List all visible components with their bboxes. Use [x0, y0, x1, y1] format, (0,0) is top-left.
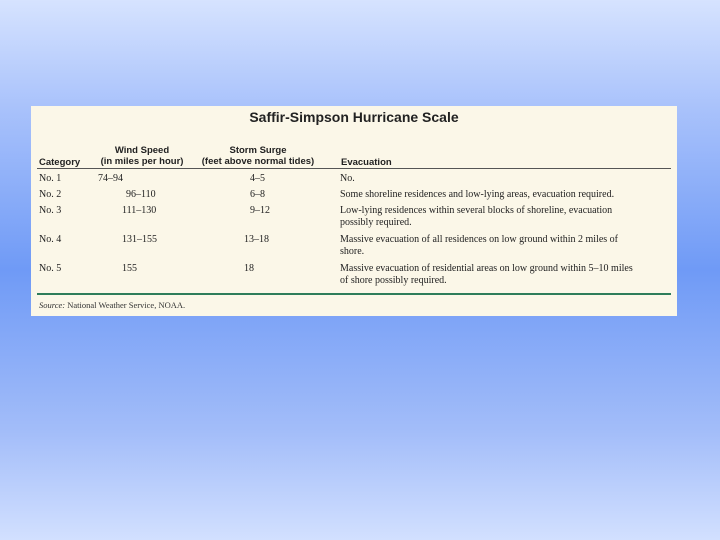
table-title: Saffir-Simpson Hurricane Scale — [249, 109, 459, 125]
row2-evacuation: Some shoreline residences and low-lying areas, evacuation required. — [340, 189, 615, 200]
row5-evacuation — [340, 263, 633, 287]
row5-wind-speed: 155 — [122, 263, 137, 274]
row1-wind-speed: 74–94 — [98, 173, 123, 184]
header-wind-speed-line2: (in miles per hour) — [100, 156, 184, 167]
row4-storm-surge: 13–18 — [244, 234, 269, 245]
header-storm-surge-line1: Storm Surge — [229, 145, 287, 156]
row4-evacuation-line1: Massive evacuation of all residences on low ground within 2 miles of — [340, 234, 618, 245]
source-text: National Weather Service, NOAA. — [67, 300, 186, 310]
row1-category: No. 1 — [39, 173, 62, 184]
row2-wind-speed: 96–110 — [126, 189, 156, 200]
header-evacuation: Evacuation — [341, 157, 392, 168]
row5-evacuation-line2: of shore possibly required. — [340, 275, 447, 286]
header-wind-speed-line1: Wind Speed — [114, 145, 170, 156]
row4-evacuation-line2: shore. — [340, 246, 365, 257]
row3-evacuation-line1: Low-lying residences within several blocks of shoreline, evacuation — [340, 205, 613, 216]
row5-evacuation-line1: Massive evacuation of residential areas on low ground within 5–10 miles — [340, 263, 633, 274]
header-rule — [37, 168, 671, 169]
header-storm-surge — [197, 145, 319, 167]
row4-evacuation — [340, 234, 618, 258]
row3-evacuation-line2: possibly required. — [340, 217, 412, 228]
header-wind-speed — [97, 145, 187, 167]
row4-category: No. 4 — [39, 234, 62, 245]
header-category: Category — [39, 157, 81, 168]
row4-wind-speed: 131–155 — [122, 234, 157, 245]
row5-storm-surge: 18 — [244, 263, 254, 274]
source-note — [39, 300, 185, 310]
row3-evacuation — [340, 205, 612, 229]
row1-evacuation: No. — [340, 173, 355, 184]
row3-storm-surge: 9–12 — [250, 205, 270, 216]
row2-category: No. 2 — [39, 189, 62, 200]
row5-category: No. 5 — [39, 263, 62, 274]
footer-rule — [37, 293, 671, 295]
source-label: Source: — [39, 300, 66, 310]
row1-storm-surge: 4–5 — [250, 173, 265, 184]
row2-storm-surge: 6–8 — [250, 189, 265, 200]
hurricane-scale-table — [31, 106, 677, 316]
row3-category: No. 3 — [39, 205, 62, 216]
row3-wind-speed: 111–130 — [122, 205, 157, 216]
header-storm-surge-line2: (feet above normal tides) — [201, 156, 315, 167]
